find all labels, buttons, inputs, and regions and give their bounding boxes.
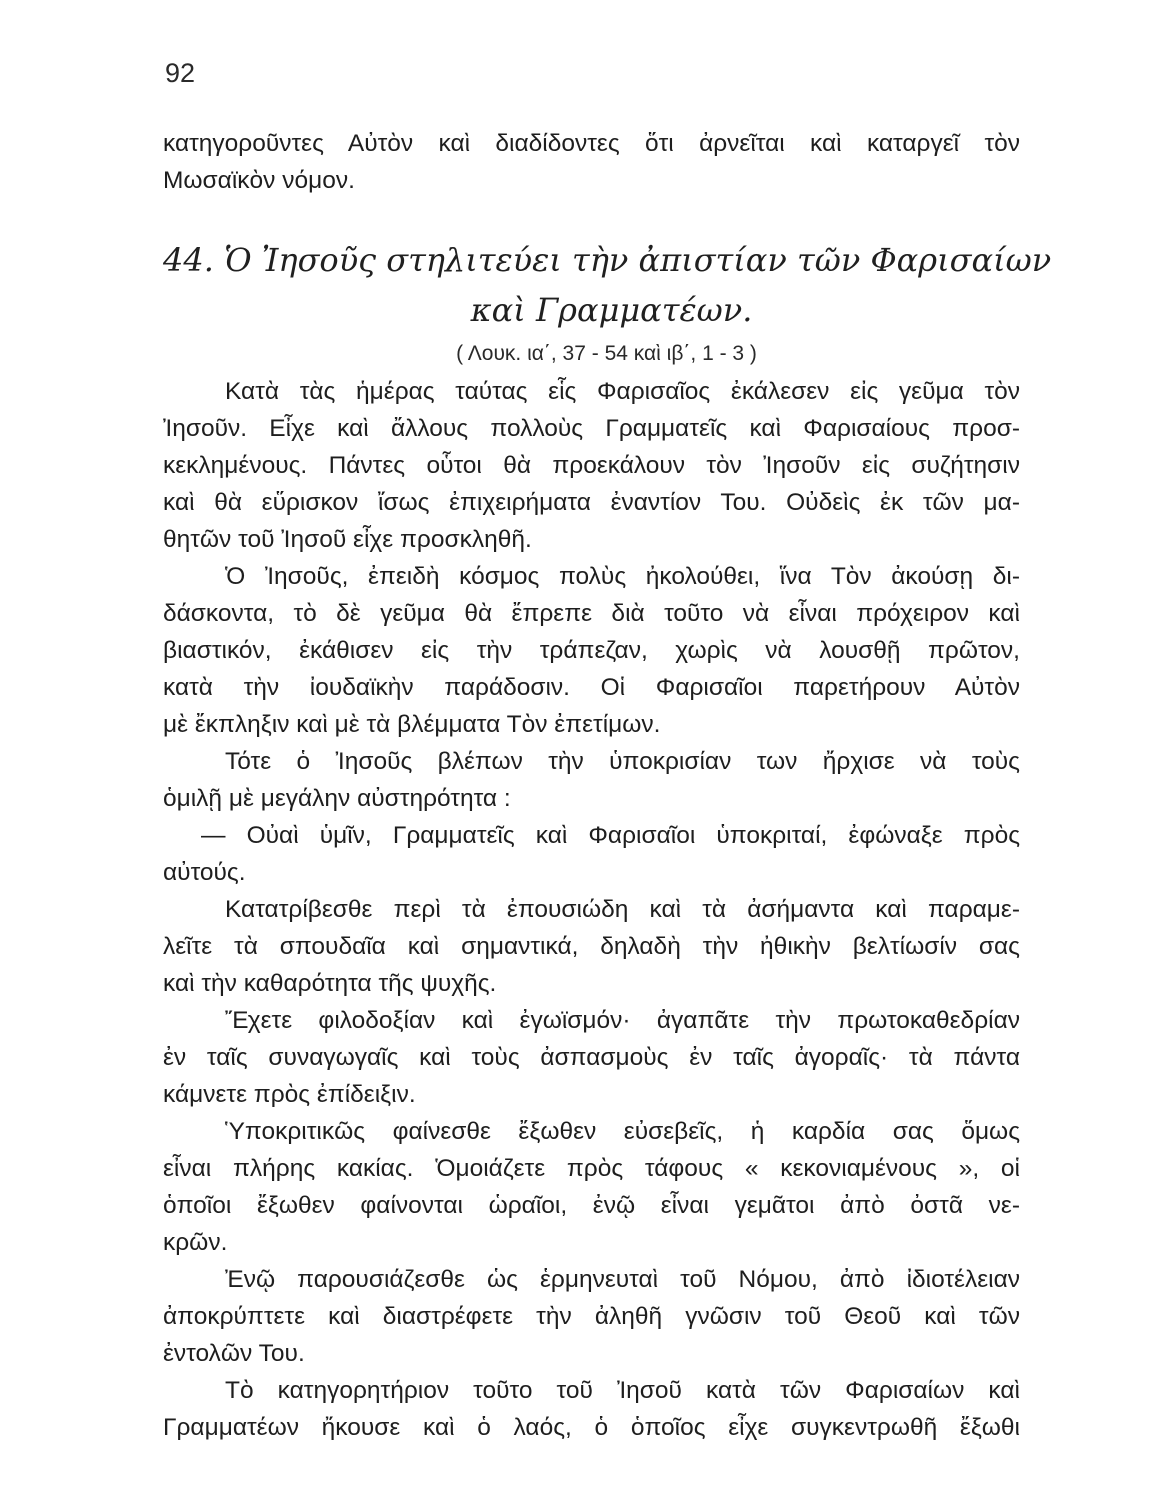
text-line: καὶ τὴν καθαρότητα τῆς ψυχῆς. bbox=[163, 970, 497, 997]
section-title-line-2: καὶ Γραμματέων. bbox=[470, 291, 753, 329]
text-line: ὁποῖοι ἔξωθεν φαίνονται ὡραῖοι, ἐνῷ εἶναι γεμᾶτοι ἀπὸ ὀστᾶ νε- bbox=[163, 1192, 1020, 1219]
text-line: Τὸ κατηγορητήριον τοῦτο τοῦ Ἰησοῦ κατὰ τῶν Φαρισαίων καὶ bbox=[225, 1377, 1020, 1404]
text-line: αὐτούς. bbox=[163, 859, 246, 886]
page-number: 92 bbox=[165, 58, 196, 88]
text-line: Μωσαϊκὸν νόμον. bbox=[163, 167, 355, 194]
text-line: κεκλημένους. Πάντες οὗτοι θὰ προεκάλουν τὸν Ἰησοῦν εἰς συζήτησιν bbox=[163, 452, 1020, 479]
text-line: Κατὰ τὰς ἡμέρας ταύτας εἷς Φαρισαῖος ἐκάλεσεν εἰς γεῦμα τὸν bbox=[225, 378, 1020, 405]
scripture-reference: ( Λουκ. ια΄, 37 - 54 καὶ ιβ΄, 1 - 3 ) bbox=[456, 342, 757, 365]
text-line: κατηγοροῦντες Αὐτὸν καὶ διαδίδοντες ὅτι ἀρνεῖται καὶ καταργεῖ τὸν bbox=[163, 130, 1020, 157]
text-line: Ἰησοῦν. Εἶχε καὶ ἄλλους πολλοὺς Γραμματεῖς καὶ Φαρισαίους προσ- bbox=[163, 415, 1020, 442]
text-line: μὲ ἔκπληξιν καὶ μὲ τὰ βλέμματα Τὸν ἐπετίμων. bbox=[163, 711, 661, 738]
text-line: δάσκοντα, τὸ δὲ γεῦμα θὰ ἔπρεπε διὰ τοῦτο νὰ εἶναι πρόχειρον καὶ bbox=[163, 600, 1020, 627]
text-line: — Οὐαὶ ὑμῖν, Γραμματεῖς καὶ Φαρισαῖοι ὑποκριταί, ἐφώναξε πρὸς bbox=[201, 822, 1020, 849]
text-line: καὶ θὰ εὕρισκον ἴσως ἐπιχειρήματα ἐναντίον Του. Οὐδεὶς ἐκ τῶν μα- bbox=[163, 489, 1020, 516]
section-title-line-1: 44. Ὁ Ἰησοῦς στηλιτεύει τὴν ἀπιστίαν τῶν Φαρισαίων bbox=[163, 241, 1052, 279]
text-line: θητῶν τοῦ Ἰησοῦ εἶχε προσκληθῆ. bbox=[163, 526, 532, 553]
text-line: Ἔχετε φιλοδοξίαν καὶ ἐγωϊσμόν· ἀγαπᾶτε τὴν πρωτοκαθεδρίαν bbox=[225, 1007, 1020, 1034]
text-line: Ὁ Ἰησοῦς, ἐπειδὴ κόσμος πολὺς ἠκολούθει, ἵνα Τὸν ἀκούσῃ δι- bbox=[225, 563, 1020, 590]
text-line: κατὰ τὴν ἰουδαϊκὴν παράδοσιν. Οἱ Φαρισαῖοι παρετήρουν Αὐτὸν bbox=[163, 674, 1020, 701]
text-line: Τότε ὁ Ἰησοῦς βλέπων τὴν ὑποκρισίαν των ἤρχισε νὰ τοὺς bbox=[225, 748, 1020, 775]
text-line: ἐν ταῖς συναγωγαῖς καὶ τοὺς ἀσπασμοὺς ἐν ταῖς ἀγοραῖς· τὰ πάντα bbox=[163, 1044, 1020, 1071]
text-line: εἶναι πλήρης κακίας. Ὁμοιάζετε πρὸς τάφους « κεκονιαμένους », οἱ bbox=[163, 1155, 1020, 1182]
section-heading bbox=[163, 235, 1052, 373]
text-line: ἐντολῶν Του. bbox=[163, 1340, 305, 1367]
text-line: ὁμιλῇ μὲ μεγάλην αὐστηρότητα : bbox=[163, 785, 511, 812]
text-line: κάμνετε πρὸς ἐπίδειξιν. bbox=[163, 1081, 416, 1108]
text-line: Ὑποκριτικῶς φαίνεσθε ἔξωθεν εὐσεβεῖς, ἡ καρδία σας ὅμως bbox=[225, 1118, 1020, 1145]
text-block bbox=[163, 125, 1052, 1446]
text-line: ἀποκρύπτετε καὶ διαστρέφετε τὴν ἀληθῆ γνῶσιν τοῦ Θεοῦ καὶ τῶν bbox=[163, 1303, 1020, 1330]
text-line: κρῶν. bbox=[163, 1229, 228, 1256]
text-line: Γραμματέων ἤκουσε καὶ ὁ λαός, ὁ ὁποῖος εἶχε συγκεντρωθῆ ἔξωθι bbox=[163, 1414, 1020, 1441]
text-line: βιαστικόν, ἐκάθισεν εἰς τὴν τράπεζαν, χωρὶς νὰ λουσθῇ πρῶτον, bbox=[163, 637, 1020, 664]
text-line: Κατατρίβεσθε περὶ τὰ ἐπουσιώδη καὶ τὰ ἀσήμαντα καὶ παραμε- bbox=[225, 896, 1020, 923]
text-line: Ἐνῷ παρουσιάζεσθε ὡς ἑρμηνευταὶ τοῦ Νόμου, ἀπὸ ἰδιοτέλειαν bbox=[225, 1266, 1020, 1293]
text-line: λεῖτε τὰ σπουδαῖα καὶ σημαντικά, δηλαδὴ τὴν ἠθικὴν βελτίωσίν σας bbox=[163, 933, 1020, 960]
